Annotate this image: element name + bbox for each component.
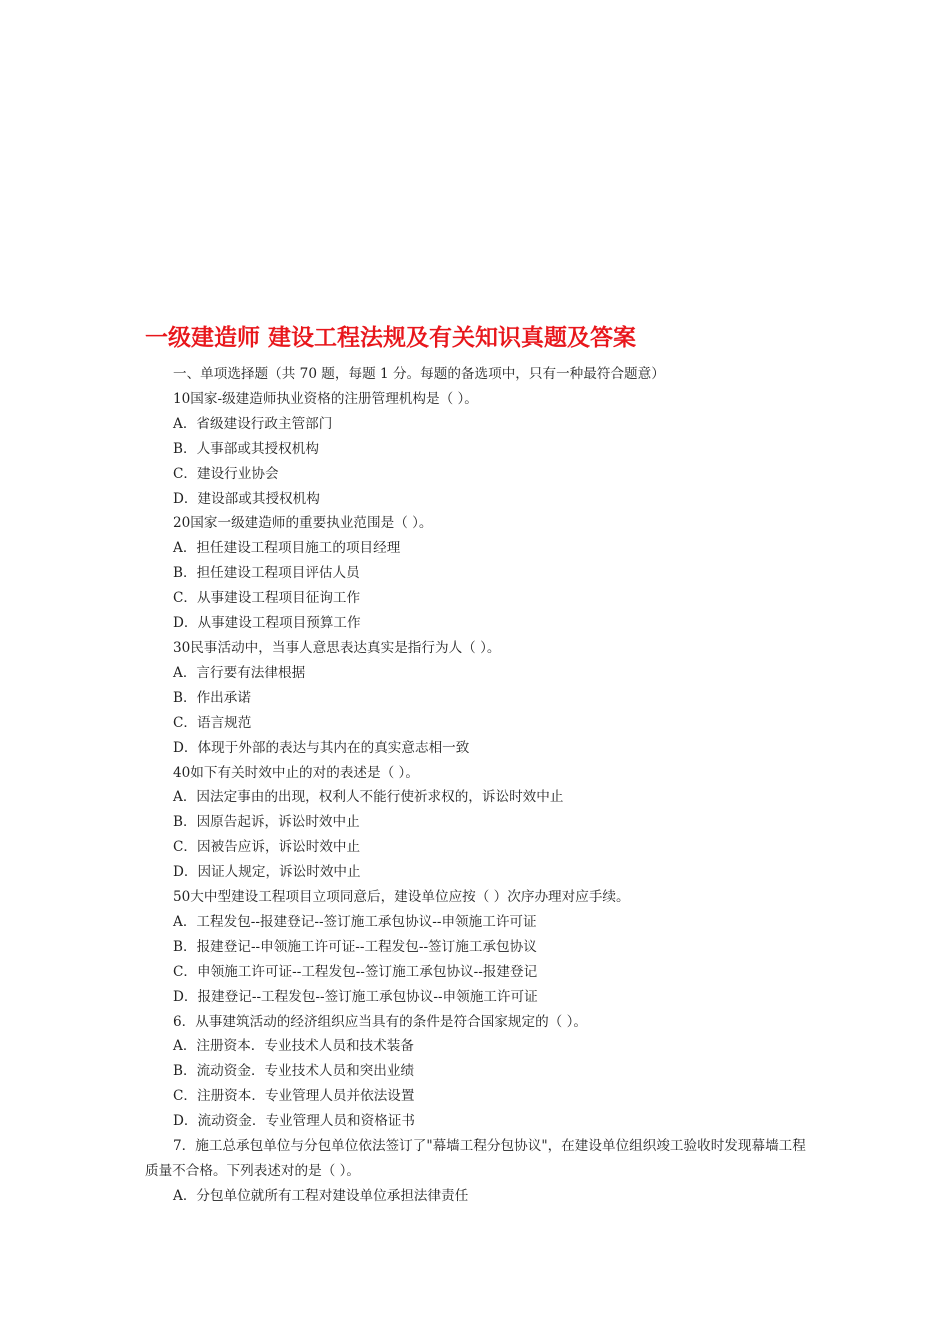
answer-option: B．因原告起诉，诉讼时效中止	[173, 814, 360, 831]
section-heading: 一、单项选择题（共 70 题，每题 1 分。每题的备选项中，只有一种最符合题意）	[173, 366, 665, 382]
question-stem: 7．施工总承包单位与分包单位依法签订了"幕墙工程分包协议"，在建设单位组织竣工验收时发现幕墙工程质量不合格。下列表述对的是（ ）。	[145, 1138, 806, 1179]
answer-option: B．作出承诺	[173, 689, 251, 706]
answer-option: C．语言规范	[173, 714, 252, 731]
document-body	[145, 322, 810, 1209]
answer-option: B．人事部或其授权机构	[173, 440, 319, 457]
answer-option: B．报建登记--申领施工许可证--工程发包--签订施工承包协议	[173, 938, 537, 955]
answer-option: A．因法定事由的出现，权利人不能行使祈求权的，诉讼时效中止	[173, 789, 564, 806]
answer-option: C．建设行业协会	[173, 465, 279, 482]
answer-option: A．分包单位就所有工程对建设单位承担法律责任	[173, 1187, 469, 1204]
answer-option: D．因证人规定，诉讼时效中止	[173, 864, 361, 881]
answer-option: C．申领施工许可证--工程发包--签订施工承包协议--报建登记	[173, 963, 538, 980]
answer-option: D．体现于外部的表达与其内在的真实意志相一致	[173, 739, 470, 756]
answer-option: A．言行要有法律根据	[173, 664, 306, 681]
question-stem: 20国家一级建造师的重要执业范围是（ ）。	[173, 515, 433, 532]
answer-option: B．担任建设工程项目评估人员	[173, 565, 360, 582]
answer-option: A．工程发包--报建登记--签订施工承包协议--申领施工许可证	[173, 913, 537, 930]
answer-option: A．担任建设工程项目施工的项目经理	[173, 540, 401, 557]
question-stem: 10国家-级建造师执业资格的注册管理机构是（ ）。	[173, 390, 478, 407]
answer-option: C．因被告应诉，诉讼时效中止	[173, 839, 361, 856]
answer-option: D．报建登记--工程发包--签订施工承包协议--申领施工许可证	[173, 988, 538, 1005]
question-stem: 6．从事建筑活动的经济组织应当具有的条件是符合国家规定的（ ）。	[173, 1013, 587, 1030]
answer-option: A．省级建设行政主管部门	[173, 415, 333, 432]
answer-option: D．建设部或其授权机构	[173, 490, 320, 507]
question-stem: 50大中型建设工程项目立项同意后，建设单位应按（ ）次序办理对应手续。	[173, 889, 630, 906]
answer-option: B．流动资金．专业技术人员和突出业绩	[173, 1063, 415, 1080]
answer-option: C．从事建设工程项目征询工作	[173, 590, 361, 607]
answer-option: D．流动资金．专业管理人员和资格证书	[173, 1113, 415, 1130]
question-stem: 30民事活动中，当事人意思表达真实是指行为人（ ）。	[173, 639, 501, 656]
answer-option: C．注册资本．专业管理人员并依法设置	[173, 1088, 415, 1105]
answer-option: A．注册资本．专业技术人员和技术装备	[173, 1038, 414, 1055]
document-title: 一级建造师 建设工程法规及有关知识真题及答案	[145, 325, 637, 351]
question-stem: 40如下有关时效中止的对的表述是（ ）。	[173, 764, 419, 781]
answer-option: D．从事建设工程项目预算工作	[173, 615, 361, 632]
